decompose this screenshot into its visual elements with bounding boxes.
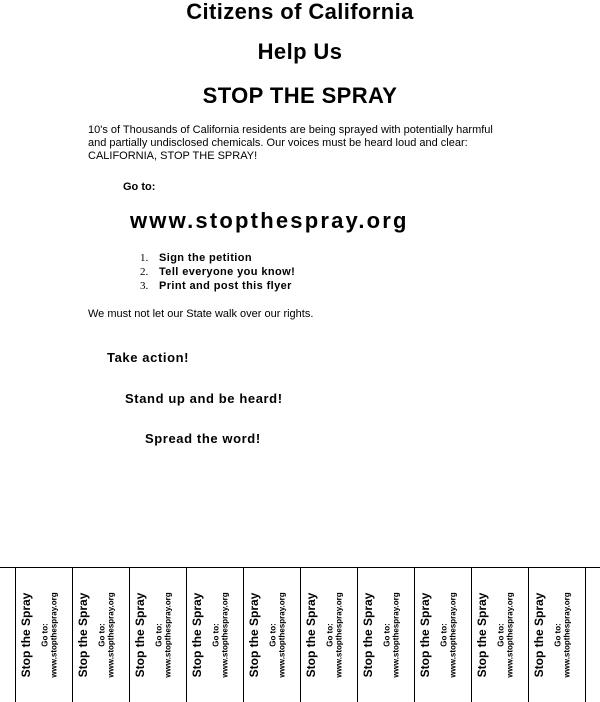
- call-stand-up: Stand up and be heard!: [125, 391, 283, 406]
- tear-tab-goto: Go to:: [154, 623, 164, 647]
- tear-tab-goto: Go to:: [382, 623, 392, 647]
- intro-paragraph: 10's of Thousands of California residents are being sprayed with potentially harmful and partially undisclosed chemicals. Our voices must be heard loud and clear: CALIFORNIA, STOP THE SPRAY!: [88, 124, 493, 162]
- tear-tab-title: Stop the Spray: [133, 592, 147, 678]
- step-text: Print and post this flyer: [159, 280, 292, 292]
- tear-tab: [529, 568, 586, 702]
- flyer-title-line1: Citizens of California: [186, 0, 414, 24]
- tear-tab-title: Stop the Spray: [19, 592, 33, 678]
- tear-tab-title: Stop the Spray: [418, 592, 432, 678]
- tear-tab-url: www.stopthespray.org: [505, 592, 515, 678]
- call-take-action: Take action!: [107, 350, 190, 365]
- website-url: www.stopthespray.org: [130, 208, 409, 233]
- tear-tab-goto: Go to:: [97, 623, 107, 647]
- tear-tab: [358, 568, 415, 702]
- tear-tab: [187, 568, 244, 702]
- tear-tab-title: Stop the Spray: [361, 592, 375, 678]
- flyer-title-line3: STOP THE SPRAY: [202, 83, 398, 108]
- call-spread-word: Spread the word!: [145, 431, 261, 446]
- tear-tab-url: www.stopthespray.org: [562, 592, 572, 678]
- tear-tab: [472, 568, 529, 702]
- tear-tab-goto: Go to:: [496, 623, 506, 647]
- step-item: [140, 279, 295, 293]
- tear-tab-url: www.stopthespray.org: [448, 592, 458, 678]
- tear-tab-url: www.stopthespray.org: [277, 592, 287, 678]
- tear-tab-url: www.stopthespray.org: [106, 592, 116, 678]
- tear-tab: [415, 568, 472, 702]
- tear-tab: [130, 568, 187, 702]
- flyer-title-line2: Help Us: [257, 39, 343, 64]
- tear-tab-title: Stop the Spray: [190, 592, 204, 678]
- tear-tab-goto: Go to:: [268, 623, 278, 647]
- tear-tab-edge: [0, 568, 16, 702]
- tear-tab-url: www.stopthespray.org: [334, 592, 344, 678]
- tear-tab: [301, 568, 358, 702]
- tear-tab-goto: Go to:: [40, 623, 50, 647]
- step-text: Sign the petition: [159, 252, 252, 264]
- tear-tab-goto: Go to:: [553, 623, 563, 647]
- tear-tab: [16, 568, 73, 702]
- goto-label: Go to:: [123, 181, 156, 193]
- tear-tab-title: Stop the Spray: [247, 592, 261, 678]
- tear-tab-goto: Go to:: [439, 623, 449, 647]
- step-item: [140, 265, 295, 279]
- tear-tab-url: www.stopthespray.org: [163, 592, 173, 678]
- tear-tab-title: Stop the Spray: [475, 592, 489, 678]
- tear-tab-url: www.stopthespray.org: [49, 592, 59, 678]
- steps-list: [140, 251, 295, 293]
- step-number: 3.: [140, 280, 149, 292]
- tear-tab-goto: Go to:: [211, 623, 221, 647]
- tear-tab: [73, 568, 130, 702]
- step-item: [140, 251, 295, 265]
- rights-statement: We must not let our State walk over our rights.: [88, 308, 314, 320]
- step-number: 2.: [140, 266, 149, 278]
- tear-tab-url: www.stopthespray.org: [220, 592, 230, 678]
- tear-tab-url: www.stopthespray.org: [391, 592, 401, 678]
- step-number: 1.: [140, 252, 149, 264]
- tear-tab-goto: Go to:: [325, 623, 335, 647]
- step-text: Tell everyone you know!: [159, 266, 296, 278]
- tear-tab-title: Stop the Spray: [76, 592, 90, 678]
- tear-tab-title: Stop the Spray: [532, 592, 546, 678]
- tear-off-strip: [0, 567, 600, 702]
- tear-tab: [244, 568, 301, 702]
- tear-tab-title: Stop the Spray: [304, 592, 318, 678]
